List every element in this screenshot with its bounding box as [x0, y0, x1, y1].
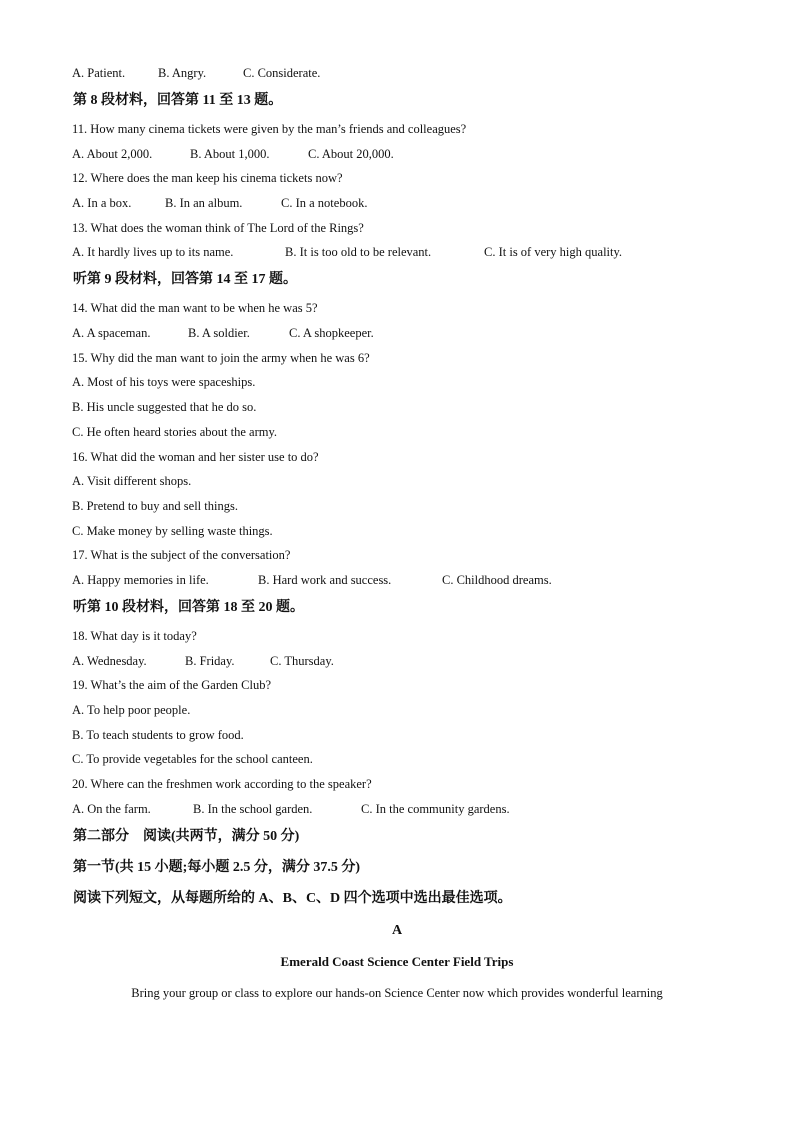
reading-instructions: 阅读下列短文，从每题所给的 A、B、C、D 四个选项中选出最佳选项。 — [73, 891, 512, 906]
option-c: C. In the community gardens. — [361, 802, 510, 816]
option-c: C. To provide vegetables for the school canteen. — [72, 752, 313, 766]
option-b: B. Pretend to buy and sell things. — [72, 499, 238, 513]
option-a: A. In a box. — [72, 196, 132, 210]
section-one-heading: 第一节(共 15 小题;每小题 2.5 分，满分 37.5 分) — [73, 860, 360, 875]
option-c: C. Childhood dreams. — [442, 573, 552, 587]
option-a: A. A spaceman. — [72, 326, 151, 340]
q12-options — [72, 195, 367, 211]
question-16: 16. What did the woman and her sister use to do? — [72, 450, 319, 464]
option-b: B. In an album. — [165, 196, 243, 210]
option-c: C. In a notebook. — [281, 196, 368, 210]
q14-options — [72, 325, 374, 341]
passage-letter: A — [391, 923, 403, 938]
section-heading-8: 第 8 段材料，回答第 11 至 13 题。 — [73, 93, 283, 108]
question-18: 18. What day is it today? — [72, 629, 197, 643]
question-14: 14. What did the man want to be when he was 5? — [72, 301, 318, 315]
option-c: C. Make money by selling waste things. — [72, 524, 273, 538]
option-a: A. To help poor people. — [72, 703, 191, 717]
option-b: B. In the school garden. — [193, 802, 313, 816]
option-a: A. On the farm. — [72, 802, 151, 816]
q11-options — [72, 146, 394, 162]
option-b: B. To teach students to grow food. — [72, 728, 244, 742]
question-17: 17. What is the subject of the conversation? — [72, 548, 291, 562]
option-a: A. It hardly lives up to its name. — [72, 245, 234, 259]
option-c: C. Thursday. — [270, 654, 334, 668]
q10-options — [72, 65, 320, 81]
option-a: A. About 2,000. — [72, 147, 153, 161]
option-c: C. Considerate. — [243, 66, 321, 80]
section-heading-9: 听第 9 段材料，回答第 14 至 17 题。 — [73, 272, 297, 287]
option-b: B. Hard work and success. — [258, 573, 392, 587]
option-a: A. Most of his toys were spaceships. — [72, 375, 256, 389]
option-b: B. His uncle suggested that he do so. — [72, 400, 257, 414]
option-b: B. It is too old to be relevant. — [285, 245, 432, 259]
option-a: A. Happy memories in life. — [72, 573, 209, 587]
option-b: B. Angry. — [158, 66, 207, 80]
option-b: B. About 1,000. — [190, 147, 270, 161]
q18-options — [72, 653, 334, 669]
option-b: B. Friday. — [185, 654, 235, 668]
question-12: 12. Where does the man keep his cinema tickets now? — [72, 171, 343, 185]
passage-title: Emerald Coast Science Center Field Trips — [280, 954, 514, 969]
question-15: 15. Why did the man want to join the army when he was 6? — [72, 351, 370, 365]
q17-options — [72, 572, 552, 588]
question-20: 20. Where can the freshmen work according to the speaker? — [72, 777, 372, 791]
q20-options — [72, 801, 510, 817]
question-13: 13. What does the woman think of The Lord of the Rings? — [72, 221, 364, 235]
section-heading-10: 听第 10 段材料，回答第 18 至 20 题。 — [73, 600, 304, 615]
option-a: A. Visit different shops. — [72, 474, 192, 488]
option-c: C. A shopkeeper. — [289, 326, 374, 340]
question-19: 19. What’s the aim of the Garden Club? — [72, 678, 272, 692]
q13-options — [72, 244, 622, 260]
option-c: C. It is of very high quality. — [484, 245, 623, 259]
option-a: A. Patient. — [72, 66, 126, 80]
question-11: 11. How many cinema tickets were given by the man’s friends and colleagues? — [72, 122, 467, 136]
option-c: C. About 20,000. — [308, 147, 394, 161]
option-b: B. A soldier. — [188, 326, 250, 340]
part-two-heading: 第二部分 阅读(共两节，满分 50 分) — [73, 829, 300, 844]
passage-text: Bring your group or class to explore our hands-on Science Center now which provides wonderful learning — [131, 986, 663, 1000]
option-c: C. He often heard stories about the army. — [72, 425, 278, 439]
option-a: A. Wednesday. — [72, 654, 147, 668]
